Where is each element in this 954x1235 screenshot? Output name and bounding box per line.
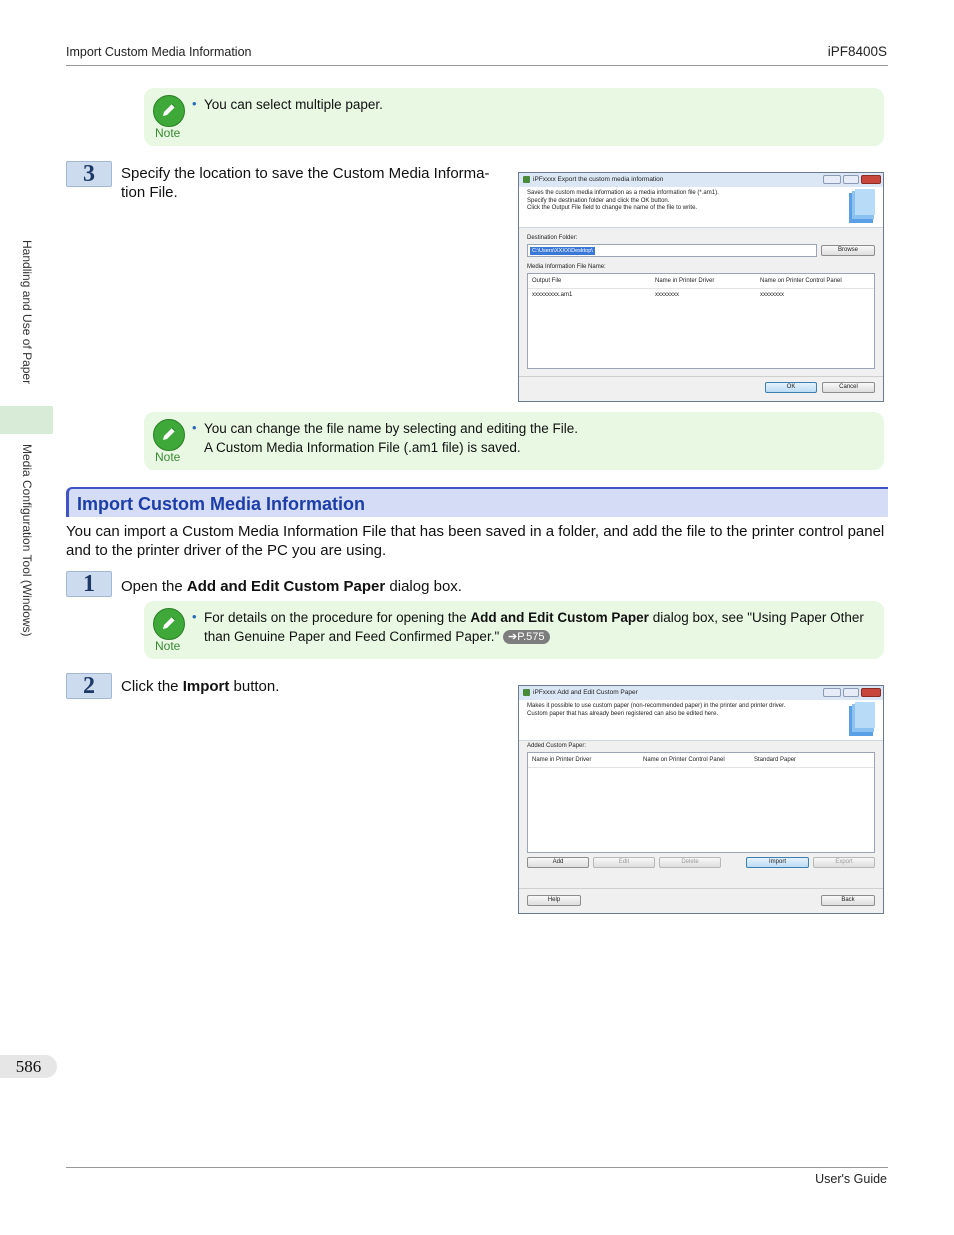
dialog-title-bar [519, 686, 883, 701]
note-label: Note [155, 126, 181, 140]
footer-rule [66, 1167, 888, 1168]
note-line: A Custom Media Information File (.am1 file) is saved. [204, 440, 521, 455]
note-text-part: For details on the procedure for opening the [204, 610, 471, 625]
note-text [204, 608, 870, 646]
destination-folder-input[interactable] [527, 244, 817, 257]
dialog-description-line: Saves the custom media information as a media information file (*.am1). [527, 190, 719, 196]
maximize-icon[interactable] [843, 688, 859, 697]
close-icon[interactable] [861, 175, 881, 184]
dialog-description-line: Click the Output File field to change the name of the file to write. [527, 205, 698, 212]
close-icon[interactable] [861, 688, 881, 697]
note-line: You can change the file name by selecting and editing the File. [204, 421, 579, 436]
cancel-button[interactable]: Cancel [822, 382, 875, 393]
app-icon [523, 689, 530, 696]
export-button[interactable]: Export [813, 857, 875, 868]
step-text-part: Click the [121, 678, 183, 695]
column-header[interactable]: Output File [532, 278, 562, 284]
section-title: Import Custom Media Information [77, 494, 365, 514]
note-text [204, 419, 870, 457]
back-button[interactable]: Back [821, 895, 875, 906]
ok-button[interactable]: OK [765, 382, 817, 393]
page-reference-link[interactable]: ➔P.575 [503, 630, 550, 644]
header-rule [66, 65, 888, 66]
bullet-icon: • [192, 96, 197, 111]
delete-button[interactable]: Delete [659, 857, 721, 868]
column-header[interactable]: Name in Printer Driver [655, 278, 715, 284]
app-icon [523, 176, 530, 183]
dialog-title: iPFxxxx Export the custom media information [533, 176, 664, 183]
step-text-part: dialog box. [385, 578, 462, 595]
paper-stack-icon [847, 189, 877, 225]
help-button[interactable]: Help [527, 895, 581, 906]
header-section-title: Import Custom Media Information [66, 45, 252, 59]
dialog-description-line: Specify the destination folder and click the OK button. [527, 197, 670, 204]
minimize-icon[interactable] [823, 175, 841, 184]
step-text: Specify the location to save the Custom Media Informa-tion File. [121, 165, 490, 201]
dialog-separator [519, 888, 883, 889]
note-box [144, 88, 884, 146]
destination-folder-label: Destination Folder: [527, 235, 578, 241]
dialog-description-line: Makes it possible to use custom paper (non-recommended paper) in the printer and printer driver. [527, 703, 786, 709]
output-file-cell[interactable]: xxxxxxxxx.am1 [532, 292, 573, 298]
step-text-bold: Add and Edit Custom Paper [186, 578, 386, 595]
note-label: Note [155, 639, 181, 653]
dialog-title: iPFxxxx Add and Edit Custom Paper [533, 689, 638, 696]
driver-name-cell: xxxxxxxx [655, 292, 679, 298]
file-name-label: Media Information File Name: [527, 264, 606, 270]
step-text [121, 677, 481, 696]
step-text-part: Open the [121, 578, 187, 595]
note-text-bold: Add and Edit Custom Paper [470, 610, 649, 625]
paper-stack-icon [847, 702, 877, 738]
note-text: You can select multiple paper. [204, 97, 383, 112]
export-dialog-screenshot [518, 172, 884, 402]
added-paper-label: Added Custom Paper: [527, 743, 587, 749]
add-edit-dialog-screenshot [518, 685, 884, 914]
step-number: 1 [66, 571, 112, 597]
bullet-icon: • [192, 609, 197, 624]
add-button[interactable]: Add [527, 857, 589, 868]
sidebar-chapter-label: Handling and Use of Paper [20, 240, 34, 385]
destination-folder-value: C:\Users\XXXX\Desktop\ [532, 248, 593, 254]
sidebar-tab-marker [0, 406, 53, 434]
dialog-title-bar [519, 173, 883, 188]
step-text [121, 577, 821, 596]
step-text-part: button. [229, 678, 280, 695]
column-header[interactable]: Name on Printer Control Panel [760, 278, 842, 284]
column-header[interactable]: Standard Paper [754, 757, 797, 763]
dialog-description-line: Custom paper that has already been registered can also be edited here. [527, 710, 719, 717]
note-box [144, 412, 884, 470]
import-button[interactable]: Import [746, 857, 809, 868]
section-body-text: You can import a Custom Media Information File that has been saved in a folder, and add the file to the printer control panel and to the printer driver of the PC you are using. [66, 523, 885, 559]
pencil-icon [153, 95, 185, 127]
output-file-list[interactable] [527, 273, 875, 369]
pencil-icon [153, 608, 185, 640]
column-header-divider [528, 767, 874, 768]
note-box [144, 601, 884, 659]
bullet-icon: • [192, 420, 197, 435]
dialog-separator [519, 376, 883, 377]
column-header[interactable]: Name in Printer Driver [532, 757, 592, 763]
column-header-divider [528, 288, 874, 289]
section-heading-bar [66, 487, 888, 517]
maximize-icon[interactable] [843, 175, 859, 184]
step-number: 3 [66, 161, 112, 187]
dialog-description-area [519, 700, 883, 741]
step-number: 2 [66, 673, 112, 699]
dialog-description-area [519, 187, 883, 228]
step-text-bold: Import [182, 678, 230, 695]
sidebar-section-label: Media Configuration Tool (Windows) [20, 444, 34, 637]
note-text-part: dialog box, see "Using Paper Other than Genuine Paper and Feed Confirmed Paper." [204, 610, 864, 644]
minimize-icon[interactable] [823, 688, 841, 697]
column-header[interactable]: Name on Printer Control Panel [643, 757, 725, 763]
panel-name-cell: xxxxxxxx [760, 292, 784, 298]
header-model-name: iPF8400S [827, 44, 887, 59]
edit-button[interactable]: Edit [593, 857, 655, 868]
page-number: 586 [0, 1055, 57, 1078]
custom-paper-list[interactable] [527, 752, 875, 853]
pencil-icon [153, 419, 185, 451]
note-label: Note [155, 450, 181, 464]
browse-button[interactable]: Browse [821, 245, 875, 256]
footer-guide-title: User's Guide [815, 1172, 887, 1186]
